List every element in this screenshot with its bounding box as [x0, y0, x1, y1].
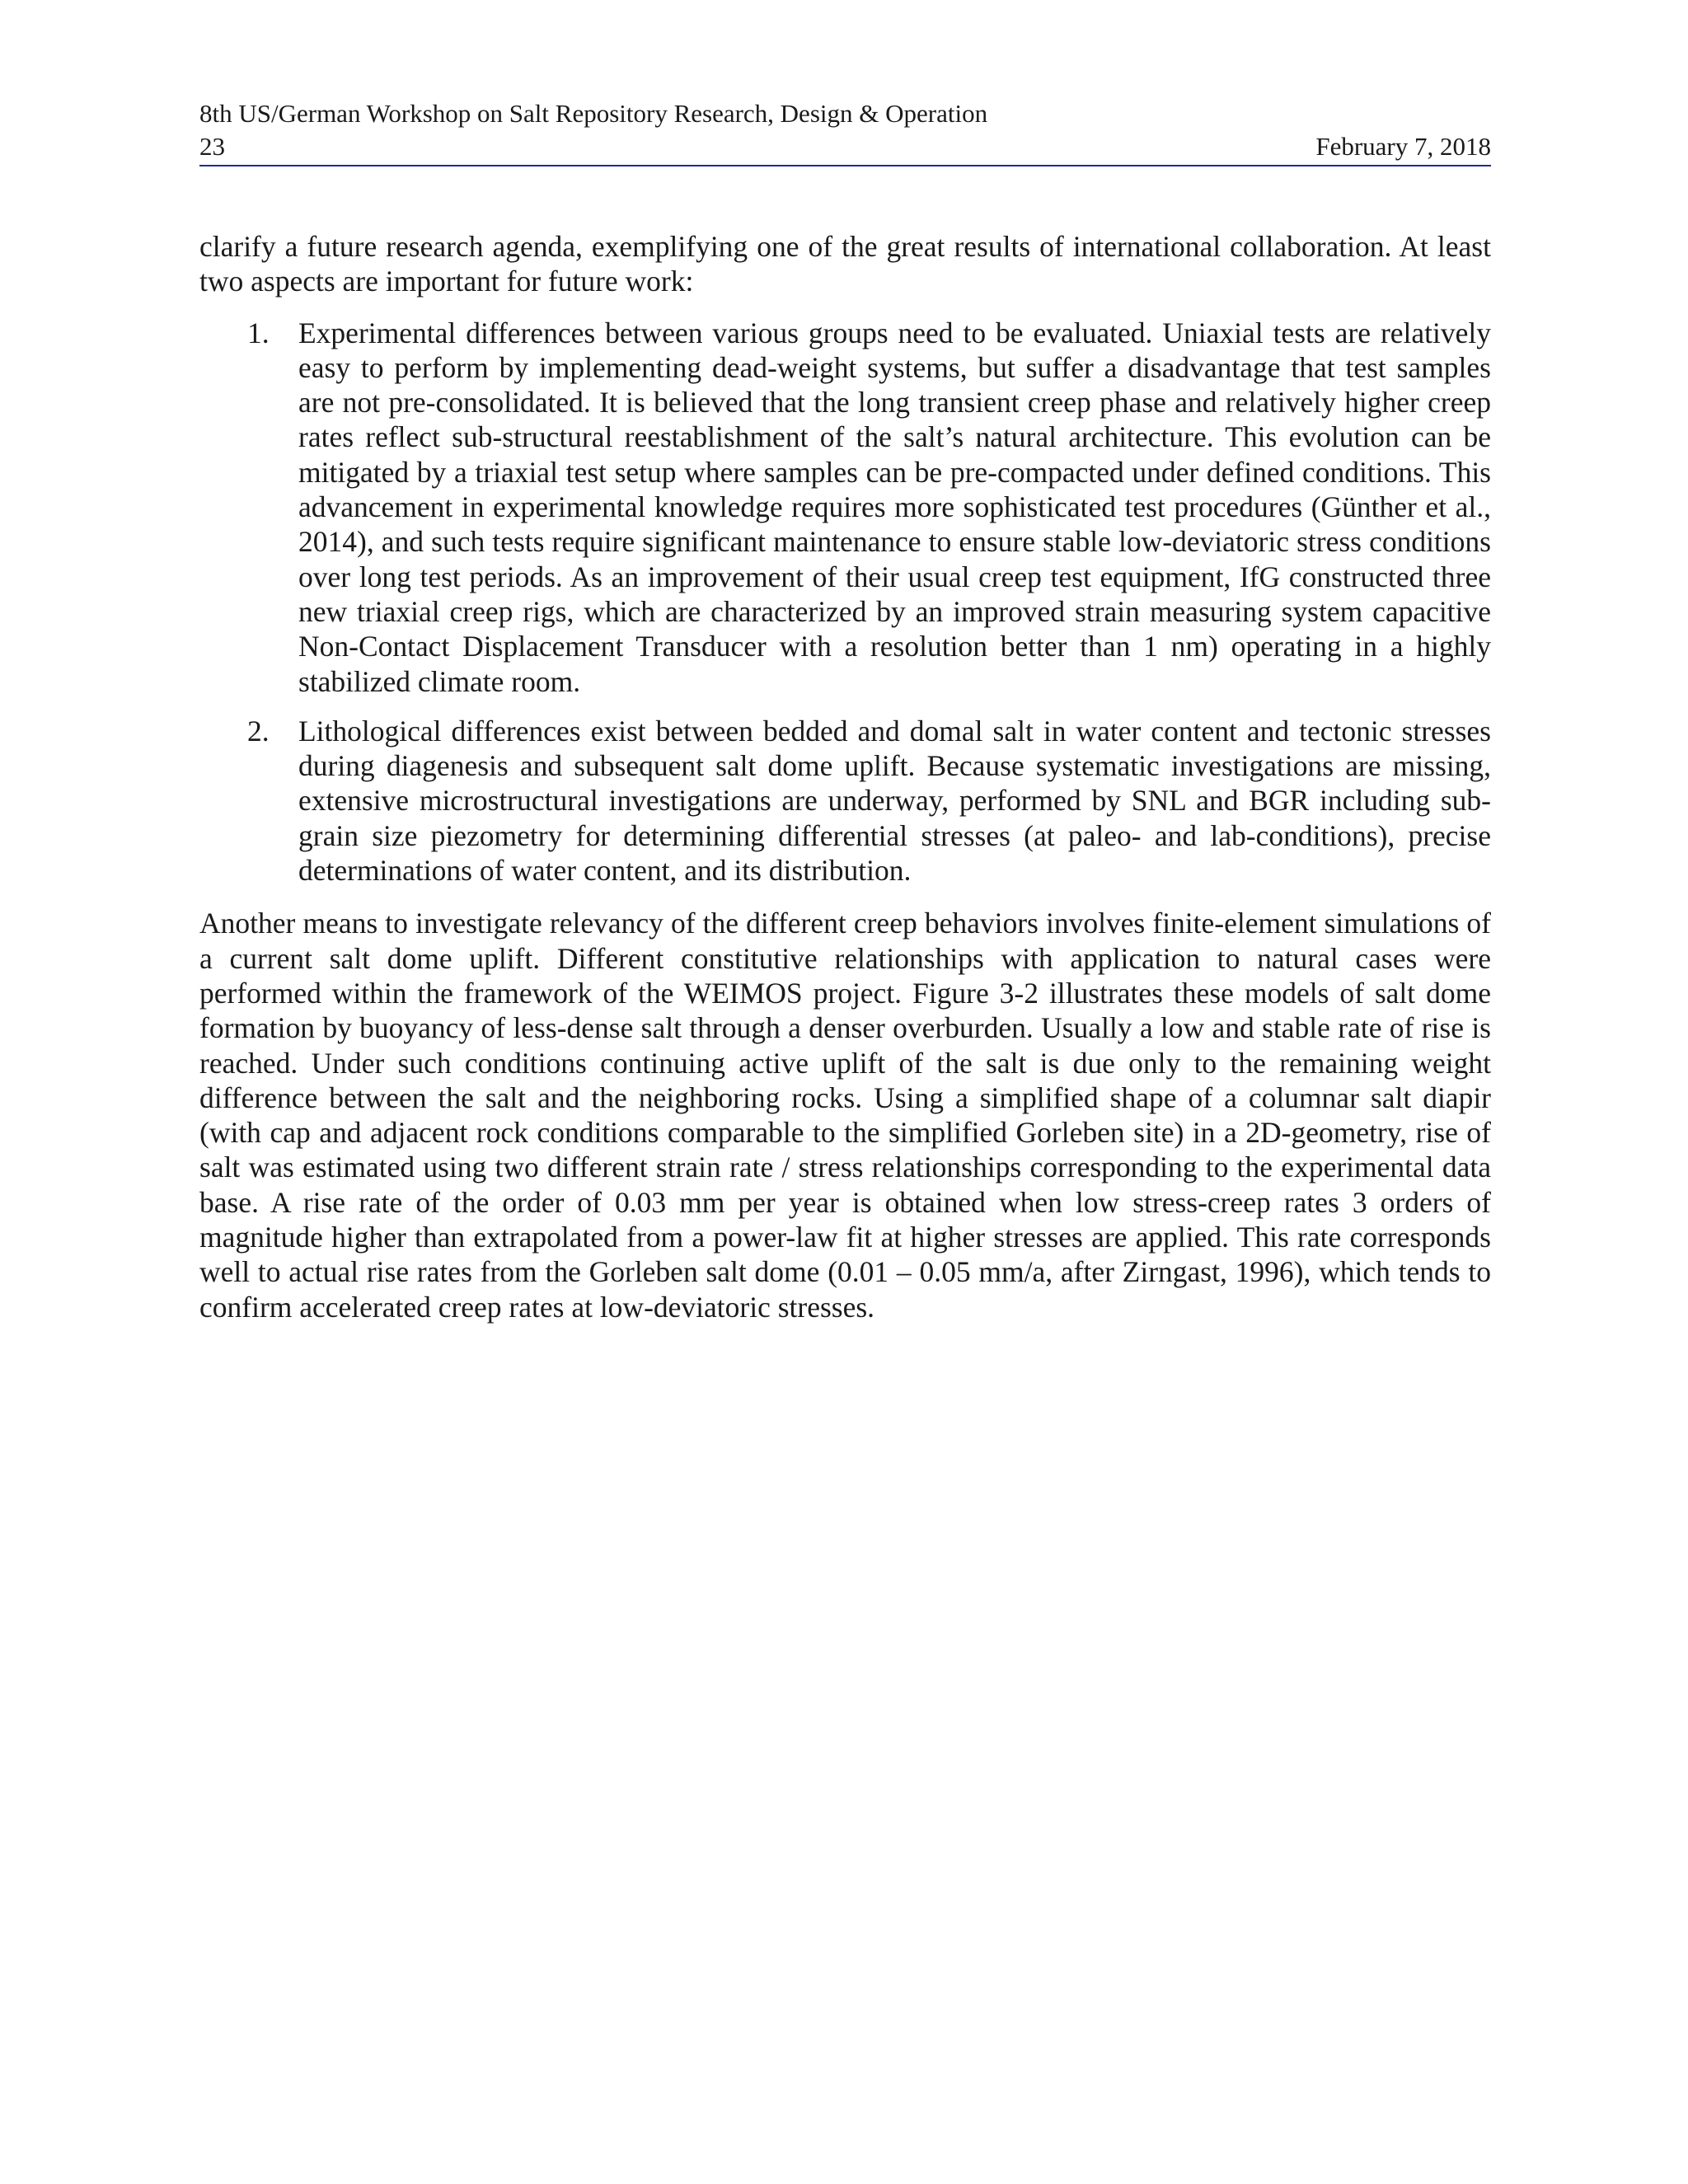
body-content	[199, 229, 1491, 1324]
list-item	[199, 714, 1491, 888]
list-item	[199, 316, 1491, 699]
list-item-text: Lithological differences exist between bedded and domal salt in water content and tectonic stresses during diagenesis and subsequent salt dome uplift. Because systematic investigations are missing, extensive microstructural investigations are underway, performed by SNL and BGR including sub-grain size piezometry for determining differential stresses (at paleo- and lab-conditions), precise determinations of water content, and its distribution.	[298, 714, 1491, 888]
header-rule	[199, 165, 1491, 166]
list-item-number: 1.	[247, 316, 270, 349]
aspects-list	[199, 316, 1491, 888]
body-paragraph: Another means to investigate relevancy of the different creep behaviors involves finite-element simulations of a current salt dome uplift. Different constitutive relationships with application to natural cases were performed within the framework of the WEIMOS project. Figure 3-2 illustrates these models of salt dome formation by buoyancy of less-dense salt through a denser overburden. Usually a low and stable rate of rise is reached. Under such conditions continuing active uplift of the salt is due only to the remaining weight difference between the salt and the neighboring rocks. Using a simplified shape of a columnar salt diapir (with cap and adjacent rock conditions comparable to the simplified Gorleben site) in a 2D-geometry, rise of salt was estimated using two different strain rate / stress relationships corresponding to the experimental data base. A rise rate of the order of 0.03 mm per year is obtained when low stress-creep rates 3 orders of magnitude higher than extrapolated from a power-law fit at higher stresses are applied. This rate corresponds well to actual rise rates from the Gorleben salt dome (0.01 – 0.05 mm/a, after Zirngast, 1996), which tends to confirm accelerated creep rates at low-deviatoric stresses.	[199, 907, 1491, 1324]
list-item-text: Experimental differences between various groups need to be evaluated. Uniaxial tests are relatively easy to perform by implementing dead-weight systems, but suffer a disadvantage that test samples are not pre-consolidated. It is believed that the long transient creep phase and relatively higher creep rates reflect sub-structural reestablishment of the salt’s natural architecture. This evolution can be mitigated by a triaxial test setup where samples can be pre-compacted under defined conditions. This advancement in experimental knowledge requires more sophisticated test procedures (Günther et al., 2014), and such tests require significant maintenance to ensure stable low-deviatoric stress conditions over long test periods. As an improvement of their usual creep test equipment, IfG constructed three new triaxial creep rigs, which are characterized by an improved strain measuring system capacitive Non-Contact Displacement Transducer with a resolution better than 1 nm) operating in a highly stabilized climate room.	[298, 316, 1491, 698]
list-item-number: 2.	[247, 714, 270, 748]
page-header	[199, 97, 1491, 163]
header-meta	[199, 130, 1491, 163]
header-date: February 7, 2018	[1315, 132, 1491, 161]
intro-paragraph: clarify a future research agenda, exemplifying one of the great results of international collaboration. At least two aspects are important for future work:	[199, 230, 1491, 298]
header-title: 8th US/German Workshop on Salt Repository Research, Design & Operation	[199, 99, 988, 128]
page-number: 23	[199, 132, 225, 161]
